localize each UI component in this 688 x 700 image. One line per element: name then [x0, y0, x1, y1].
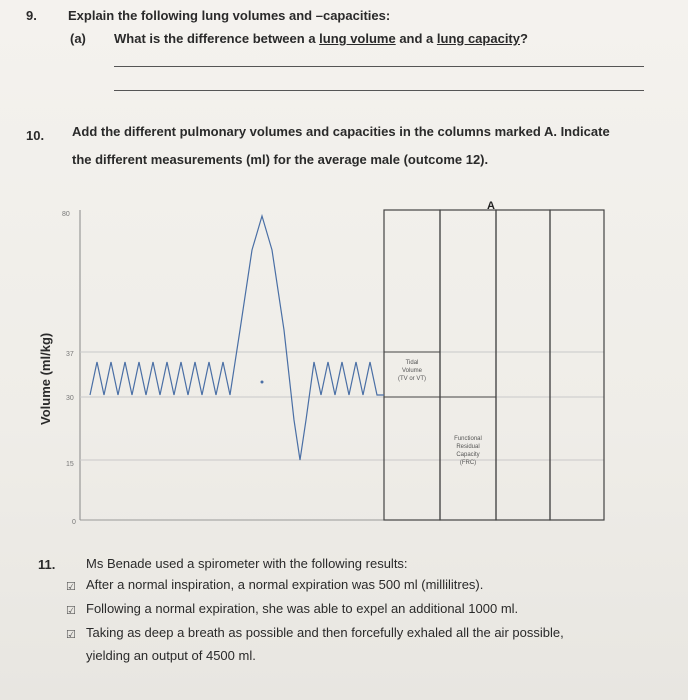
checkbox-icon: ☑: [66, 581, 76, 593]
trace-marker: [261, 381, 264, 384]
q10-line1: Add the different pulmonary volumes and capacities in the columns marked A. Indicate: [72, 124, 610, 139]
q9-part-label: (a): [70, 31, 86, 46]
y-axis-label: Volume (ml/kg): [38, 332, 53, 425]
q10-number: 10.: [26, 128, 45, 143]
frc-label-1: Functional: [454, 436, 482, 442]
frc-label-2: Residual: [456, 444, 480, 450]
q11-bullet-3: Taking as deep a breath as possible and then forcefully exhaled all the air possible,: [86, 625, 564, 640]
checkbox-icon: ☑: [66, 629, 76, 641]
q9-title: Explain the following lung volumes and –capacities:: [68, 8, 391, 23]
spirogram-trace: [90, 216, 384, 460]
q11-number: 11.: [38, 557, 56, 572]
q11-bullet-3-cont: yielding an output of 4500 ml.: [86, 648, 256, 663]
column-a-2[interactable]: [550, 210, 604, 520]
column-a-header: A: [487, 200, 495, 212]
frc-column[interactable]: [440, 210, 496, 520]
frc-label-4: (FRC): [459, 460, 477, 466]
q11-bullet-1: After a normal inspiration, a normal expiration was 500 ml (millilitres).: [86, 577, 484, 592]
ytick-37: 37: [66, 351, 74, 358]
checkbox-icon: ☑: [66, 605, 76, 617]
tidal-label-3: (TV or VT): [398, 376, 426, 382]
frc-label-3: Capacity: [456, 452, 480, 458]
ytick-0: 0: [72, 519, 76, 526]
column-a-1[interactable]: [496, 210, 550, 520]
q10-line2: the different measurements (ml) for the average male (outcome 12).: [72, 152, 489, 167]
q11-intro: Ms Benade used a spirometer with the following results:: [86, 556, 408, 571]
q9-part-question: What is the difference between a lung volume and a lung capacity?: [114, 31, 528, 46]
ytick-30: 30: [66, 395, 74, 402]
tidal-label-2: Volume: [401, 368, 423, 374]
q9-number: 9.: [26, 8, 37, 23]
tidal-label-1: Tidal: [405, 360, 419, 366]
ytick-80: 80: [62, 211, 70, 218]
q11-bullet-2: Following a normal expiration, she was able to expel an additional 1000 ml.: [86, 601, 519, 616]
ytick-15: 15: [66, 461, 74, 468]
